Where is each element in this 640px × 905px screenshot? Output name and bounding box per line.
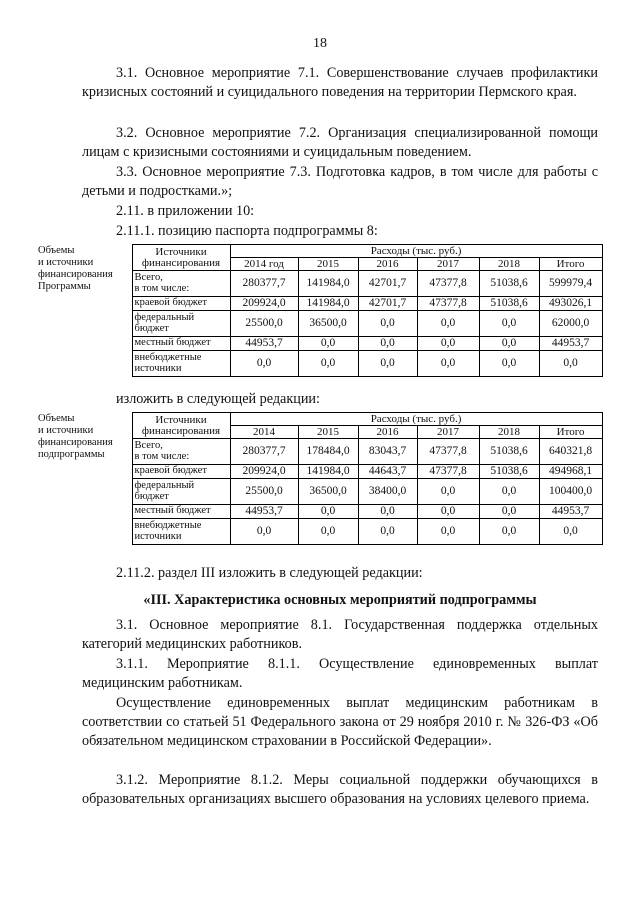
value-cell: 47377,8 bbox=[417, 439, 479, 465]
source-cell: внебюджетные источники bbox=[132, 351, 230, 377]
paragraph-3-2: 3.2. Основное мероприятие 7.2. Организация специализированной помощи лицам с кризисными состояниями и суицидальным поведением. bbox=[82, 125, 598, 160]
year-header: 2017 bbox=[417, 258, 479, 271]
value-cell: 0,0 bbox=[358, 519, 417, 545]
value-cell: 51038,6 bbox=[479, 439, 539, 465]
value-cell: 0,0 bbox=[479, 311, 539, 337]
value-cell: 0,0 bbox=[358, 337, 417, 351]
value-cell: 209924,0 bbox=[230, 465, 298, 479]
value-cell: 0,0 bbox=[479, 337, 539, 351]
source-cell: местный бюджет bbox=[132, 337, 230, 351]
label-line: финансирования bbox=[38, 268, 113, 280]
value-cell: 0,0 bbox=[230, 519, 298, 545]
value-cell: 25500,0 bbox=[230, 311, 298, 337]
value-cell: 493026,1 bbox=[539, 297, 602, 311]
year-header: 2018 bbox=[479, 426, 539, 439]
value-cell: 42701,7 bbox=[358, 271, 417, 297]
year-header: 2016 bbox=[358, 426, 417, 439]
source-cell: краевой бюджет bbox=[132, 297, 230, 311]
value-cell: 640321,8 bbox=[539, 439, 602, 465]
value-cell: 494968,1 bbox=[539, 465, 602, 479]
value-cell: 44953,7 bbox=[230, 505, 298, 519]
value-cell: 0,0 bbox=[298, 351, 358, 377]
label-line: и источники bbox=[38, 256, 94, 268]
value-cell: 141984,0 bbox=[298, 465, 358, 479]
value-cell: 44643,7 bbox=[358, 465, 417, 479]
source-cell: Всего, в том числе: bbox=[132, 439, 230, 465]
value-cell: 0,0 bbox=[417, 519, 479, 545]
value-cell: 0,0 bbox=[298, 519, 358, 545]
value-cell: 141984,0 bbox=[298, 271, 358, 297]
year-header: Итого bbox=[539, 258, 602, 271]
label-line: и источники bbox=[38, 424, 94, 436]
year-header: 2018 bbox=[479, 258, 539, 271]
value-cell: 44953,7 bbox=[539, 505, 602, 519]
source-cell: местный бюджет bbox=[132, 505, 230, 519]
value-cell: 0,0 bbox=[479, 519, 539, 545]
paragraph-8-1-2: 3.1.2. Мероприятие 8.1.2. Меры социальной поддержки обучающихся в образовательных организациях высшего образования на условиях целевого приема. bbox=[82, 772, 598, 807]
header-line: Источники bbox=[155, 246, 207, 258]
source-cell: федеральный бюджет bbox=[132, 311, 230, 337]
value-cell: 0,0 bbox=[417, 337, 479, 351]
value-cell: 36500,0 bbox=[298, 311, 358, 337]
value-cell: 0,0 bbox=[479, 479, 539, 505]
value-cell: 62000,0 bbox=[539, 311, 602, 337]
value-cell: 51038,6 bbox=[479, 271, 539, 297]
source-cell: Всего, в том числе: bbox=[132, 271, 230, 297]
financing-table-new bbox=[36, 412, 603, 545]
value-cell: 47377,8 bbox=[417, 465, 479, 479]
paragraph-3-3: 3.3. Основное мероприятие 7.3. Подготовка кадров, в том числе для работы с детьми и подростками.»; bbox=[82, 164, 598, 199]
value-cell: 0,0 bbox=[417, 479, 479, 505]
year-header: 2015 bbox=[298, 426, 358, 439]
value-cell: 141984,0 bbox=[298, 297, 358, 311]
value-cell: 280377,7 bbox=[230, 439, 298, 465]
year-header: 2017 bbox=[417, 426, 479, 439]
year-header: Итого bbox=[539, 426, 602, 439]
paragraph-3-1: 3.1. Основное мероприятие 7.1. Совершенствование случаев профилактики кризисных состояний и суицидального поведения на территории Пермского края. bbox=[82, 65, 598, 100]
paragraph-8-1-1: 3.1.1. Мероприятие 8.1.1. Осуществление единовременных выплат медицинским работникам. bbox=[82, 656, 598, 691]
label-line: Объемы bbox=[38, 244, 75, 256]
header-line: Источники bbox=[155, 414, 207, 426]
value-cell: 0,0 bbox=[230, 351, 298, 377]
expenses-header: Расходы (тыс. руб.) bbox=[230, 413, 602, 426]
sources-header bbox=[132, 245, 230, 271]
header-line: финансирования bbox=[141, 256, 221, 269]
value-cell: 0,0 bbox=[539, 351, 602, 377]
paragraph-edit-note: изложить в следующей редакции: bbox=[116, 391, 320, 407]
sources-header bbox=[132, 413, 230, 439]
value-cell: 51038,6 bbox=[479, 465, 539, 479]
paragraph-8-1: 3.1. Основное мероприятие 8.1. Государственная поддержка отдельных категорий медицинских работников. bbox=[82, 617, 598, 652]
value-cell: 44953,7 bbox=[539, 337, 602, 351]
year-header: 2014 год bbox=[230, 258, 298, 271]
value-cell: 0,0 bbox=[358, 351, 417, 377]
label-line: финансирования bbox=[38, 436, 113, 448]
financing-table-old bbox=[36, 244, 603, 377]
year-header: 2014 bbox=[230, 426, 298, 439]
table-label-cell bbox=[36, 245, 132, 377]
year-header: 2015 bbox=[298, 258, 358, 271]
year-header: 2016 bbox=[358, 258, 417, 271]
value-cell: 83043,7 bbox=[358, 439, 417, 465]
value-cell: 0,0 bbox=[358, 311, 417, 337]
header-line: финансирования bbox=[141, 424, 221, 437]
value-cell: 0,0 bbox=[539, 519, 602, 545]
value-cell: 38400,0 bbox=[358, 479, 417, 505]
source-cell: федеральный бюджет bbox=[132, 479, 230, 505]
label-line: подпрограммы bbox=[38, 448, 105, 460]
value-cell: 44953,7 bbox=[230, 337, 298, 351]
value-cell: 0,0 bbox=[417, 351, 479, 377]
label-line: Программы bbox=[38, 280, 91, 292]
paragraph-2-11-1: 2.11.1. позицию паспорта подпрограммы 8: bbox=[116, 223, 378, 239]
value-cell: 36500,0 bbox=[298, 479, 358, 505]
value-cell: 100400,0 bbox=[539, 479, 602, 505]
value-cell: 0,0 bbox=[417, 505, 479, 519]
value-cell: 47377,8 bbox=[417, 297, 479, 311]
paragraph-2-11: 2.11. в приложении 10: bbox=[116, 203, 255, 219]
value-cell: 25500,0 bbox=[230, 479, 298, 505]
value-cell: 178484,0 bbox=[298, 439, 358, 465]
value-cell: 0,0 bbox=[479, 351, 539, 377]
value-cell: 0,0 bbox=[298, 505, 358, 519]
label-line: Объемы bbox=[38, 412, 75, 424]
source-cell: краевой бюджет bbox=[132, 465, 230, 479]
table-label-cell bbox=[36, 413, 132, 545]
value-cell: 0,0 bbox=[358, 505, 417, 519]
source-cell: внебюджетные источники bbox=[132, 519, 230, 545]
value-cell: 47377,8 bbox=[417, 271, 479, 297]
value-cell: 51038,6 bbox=[479, 297, 539, 311]
paragraph-payments: Осуществление единовременных выплат медицинским работникам в соответствии со статьей 51 Федерального закона от 29 ноября 2010 г. № 326-ФЗ «Об обязательном медицинском страховании в Российской Федерации». bbox=[82, 695, 598, 749]
expenses-header: Расходы (тыс. руб.) bbox=[230, 245, 602, 258]
value-cell: 280377,7 bbox=[230, 271, 298, 297]
page-number: 18 bbox=[313, 36, 327, 51]
value-cell: 0,0 bbox=[417, 311, 479, 337]
value-cell: 42701,7 bbox=[358, 297, 417, 311]
value-cell: 0,0 bbox=[298, 337, 358, 351]
paragraph-2-11-2: 2.11.2. раздел III изложить в следующей редакции: bbox=[116, 565, 423, 581]
value-cell: 209924,0 bbox=[230, 297, 298, 311]
value-cell: 599979,4 bbox=[539, 271, 602, 297]
value-cell: 0,0 bbox=[479, 505, 539, 519]
section-heading: «III. Характеристика основных мероприятий подпрограммы bbox=[143, 592, 537, 608]
